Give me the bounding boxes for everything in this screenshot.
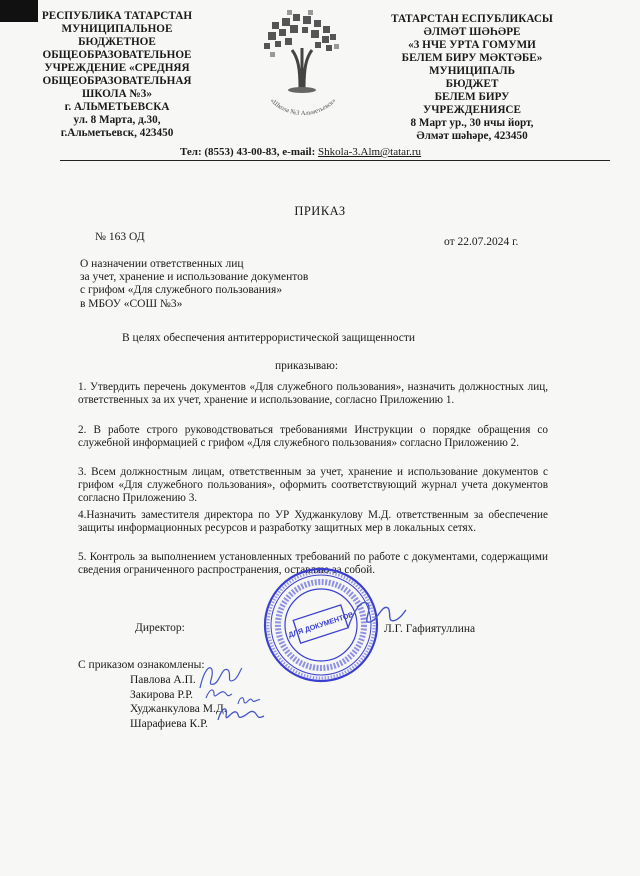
subject-line: в МБОУ «СОШ №3» bbox=[80, 297, 183, 310]
header-left bbox=[22, 10, 212, 140]
svg-text:«Школа №3 Альметьевск» bbox=[269, 97, 338, 117]
subject-line: с грифом «Для служебного пользования» bbox=[80, 284, 283, 297]
header-left-line: ОБЩЕОБРАЗОВАТЕЛЬНОЕ bbox=[42, 49, 192, 61]
header-left-line: УЧРЕЖДЕНИЕ «СРЕДНЯЯ bbox=[44, 62, 190, 74]
command-word: приказываю: bbox=[275, 360, 339, 372]
header-left-line: ШКОЛА №3» bbox=[82, 88, 152, 100]
contact-label: Тел: (8553) 43-00-83, e-mail: bbox=[180, 146, 319, 158]
order-item-1: 1. Утвердить перечень документов «Для служебного пользования», назначить должностных лиц, ответственных за их учет, хранение и использование, согласно Приложению 1. bbox=[78, 381, 548, 407]
logo-caption: «Школа №3 Альметьевск» bbox=[268, 97, 338, 118]
header-divider bbox=[60, 160, 610, 161]
subject-line: О назначении ответственных лиц bbox=[80, 258, 244, 270]
header-left-line: РЕСПУБЛИКА ТАТАРСТАН bbox=[41, 10, 193, 22]
header-right-line: БЕЛЕМ БИРУ bbox=[434, 91, 510, 103]
preamble: В целях обеспечения антитеррористической защищенности bbox=[122, 332, 416, 344]
header-left-line: БЮДЖЕТНОЕ bbox=[78, 36, 156, 48]
signature-sharafieva bbox=[216, 702, 266, 726]
subject-line: за учет, хранение и использование документов bbox=[80, 271, 309, 284]
header-left-line: г.Альметьевск, 423450 bbox=[60, 127, 174, 139]
order-item-2: 2. В работе строго руководствоваться требованиями Инструкции о порядке обращения со служебной информацией с грифом «Для служебного пользования» согласно Приложению 2. bbox=[78, 424, 548, 450]
director-name: Л.Г. Гафиятуллина bbox=[384, 623, 476, 635]
header-right-line: «3 НЧЕ УРТА ГОМУМИ bbox=[408, 39, 536, 51]
order-item-3: 3. Всем должностным лицам, ответственным за учет, хранение и использование документов с грифом «Для служебного пользования», оформить соответствующий журнал учета документов согласно Приложению 3. bbox=[78, 466, 548, 505]
header-right-line: БЕЛЕМ БИРУ МӘКТӘБЕ» bbox=[401, 52, 543, 64]
header-right-line: Әлмәт шәһәре, 423450 bbox=[416, 130, 528, 142]
header-right-line: ТАТАРСТАН ЕСПУБЛИКАСЫ bbox=[391, 13, 553, 25]
header-right-line: ӘЛМӘТ ШӘҺӘРЕ bbox=[423, 26, 521, 38]
acquainted-name: Закирова Р.Р. bbox=[130, 688, 194, 701]
order-date: от 22.07.2024 г. bbox=[444, 236, 519, 248]
header-right-line: МУНИЦИПАЛЬ bbox=[428, 65, 516, 77]
header-left-line: г. АЛЬМЕТЬЕВСКА bbox=[64, 101, 170, 113]
acquainted-name: Худжанкулова М.Д. bbox=[130, 703, 227, 715]
acquainted-name: Павлова А.П. bbox=[130, 674, 196, 686]
header-right bbox=[382, 13, 562, 143]
subject-block bbox=[80, 258, 308, 311]
school-logo bbox=[242, 8, 364, 118]
header-left-line: ул. 8 Марта, д.30, bbox=[73, 114, 161, 126]
contact-line bbox=[180, 146, 421, 158]
contact-email[interactable]: Shkola-3.Alm@tatar.ru bbox=[318, 146, 422, 158]
stamp-text: ДЛЯ ДОКУМЕНТОВ bbox=[287, 609, 355, 640]
header-right-line: БЮДЖЕТ bbox=[445, 78, 499, 90]
document-title: ПРИКАЗ bbox=[294, 204, 346, 218]
signature-zakirova bbox=[204, 684, 234, 702]
order-item-5: 5. Контроль за выполнением установленных требований по работе с документами, содержащими сведения ограниченного распространения, оставляю за собой. bbox=[78, 551, 548, 577]
order-item-4: 4.Назначить заместителя директора по УР Худжанкулову М.Д. ответственным за обеспечение защиты информационных ресурсов и разработку защитных мер в локальных сетях. bbox=[78, 509, 548, 535]
acquainted-label: С приказом ознакомлены: bbox=[78, 659, 205, 671]
order-number: № 163 ОД bbox=[95, 231, 145, 243]
acquainted-name: Шарафиева К.Р. bbox=[130, 717, 208, 730]
header-left-line: МУНИЦИПАЛЬНОЕ bbox=[61, 23, 173, 35]
director-label: Директор: bbox=[135, 622, 185, 634]
header-left-line: ОБЩЕОБРАЗОВАТЕЛЬНАЯ bbox=[42, 75, 192, 87]
header-right-line: 8 Март ур., 30 нчы йорт, bbox=[410, 117, 534, 129]
header-right-line: УЧРЕЖДЕНИЯСЕ bbox=[423, 104, 521, 116]
director-signature bbox=[340, 590, 410, 640]
